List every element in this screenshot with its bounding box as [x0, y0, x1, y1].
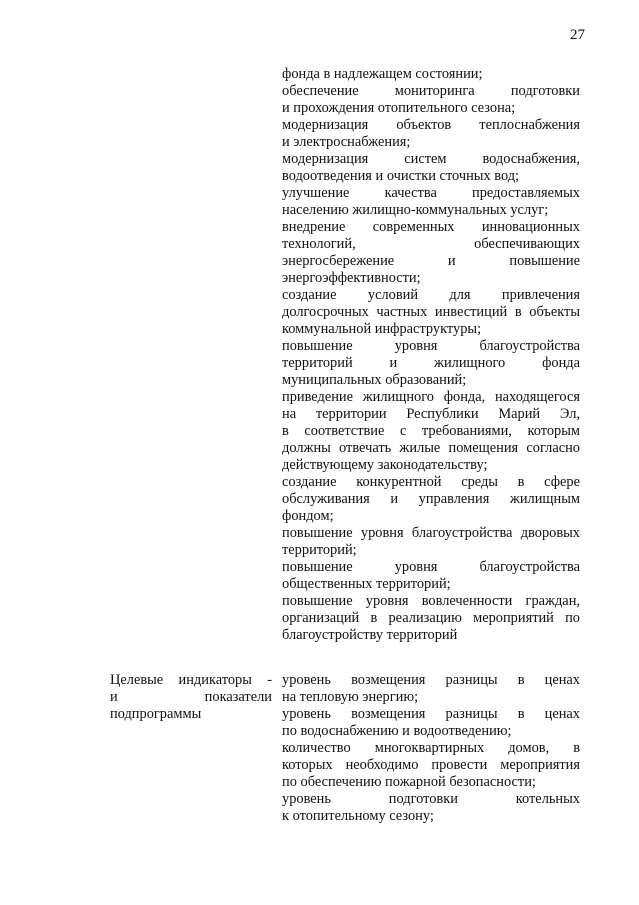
text-line: приведение жилищного фонда, находящегося — [282, 389, 580, 405]
text-line: благоустройству территорий — [282, 627, 458, 643]
text-line: муниципальных образований; — [282, 372, 467, 388]
text-line: водоотведения и очистки сточных вод; — [282, 168, 520, 184]
indicators-text — [282, 672, 580, 825]
text-line: коммунальной инфраструктуры; — [282, 321, 482, 337]
indicators-label — [110, 672, 272, 723]
text-line: действующему законодательству; — [282, 457, 488, 473]
text-line: по водоснабжению и водоотведению; — [282, 723, 512, 739]
text-line: энергосбережение и повышение — [282, 253, 580, 269]
label-line: и показатели — [110, 689, 272, 705]
text-line: обеспечение мониторинга подготовки — [282, 83, 580, 99]
text-line: обслуживания и управления жилищным — [282, 491, 580, 507]
text-line: населению жилищно-коммунальных услуг; — [282, 202, 549, 218]
text-line: территорий; — [282, 542, 357, 558]
text-line: повышение уровня благоустройства дворовых — [282, 525, 580, 541]
label-line: подпрограммы — [110, 706, 202, 722]
text-line: создание условий для привлечения — [282, 287, 580, 303]
text-line: и электроснабжения; — [282, 134, 411, 150]
text-line: фонда в надлежащем состоянии; — [282, 66, 483, 82]
text-line: модернизация систем водоснабжения, — [282, 151, 580, 167]
text-line: в соответствие с требованиями, которым — [282, 423, 580, 439]
text-line: модернизация объектов теплоснабжения — [282, 117, 580, 133]
subprogram-tasks-text — [282, 66, 580, 644]
text-line: долгосрочных частных инвестиций в объекты — [282, 304, 580, 320]
text-line: уровень подготовки котельных — [282, 791, 580, 807]
text-line: создание конкурентной среды в сфере — [282, 474, 580, 490]
label-line: Целевые индикаторы - — [110, 672, 272, 688]
text-line: уровень возмещения разницы в ценах — [282, 706, 580, 722]
text-line: энергоэффективности; — [282, 270, 421, 286]
text-line: должны отвечать жилые помещения согласно — [282, 440, 580, 456]
page-number: 27 — [570, 27, 585, 43]
text-line: и прохождения отопительного сезона; — [282, 100, 516, 116]
text-line: повышение уровня благоустройства — [282, 338, 580, 354]
text-line: по обеспечению пожарной безопасности; — [282, 774, 536, 790]
text-line: территорий и жилищного фонда — [282, 355, 580, 371]
text-line: технологий, обеспечивающих — [282, 236, 580, 252]
text-line: повышение уровня вовлеченности граждан, — [282, 593, 580, 609]
text-line: общественных территорий; — [282, 576, 451, 592]
text-line: повышение уровня благоустройства — [282, 559, 580, 575]
text-line: к отопительному сезону; — [282, 808, 434, 824]
text-line: на тепловую энергию; — [282, 689, 419, 705]
text-line: которых необходимо провести мероприятия — [282, 757, 580, 773]
text-line: организаций в реализацию мероприятий по — [282, 610, 580, 626]
text-line: уровень возмещения разницы в ценах — [282, 672, 580, 688]
text-line: фондом; — [282, 508, 334, 524]
text-line: на территории Республики Марий Эл, — [282, 406, 580, 422]
text-line: улучшение качества предоставляемых — [282, 185, 580, 201]
text-line: количество многоквартирных домов, в — [282, 740, 580, 756]
text-line: внедрение современных инновационных — [282, 219, 580, 235]
